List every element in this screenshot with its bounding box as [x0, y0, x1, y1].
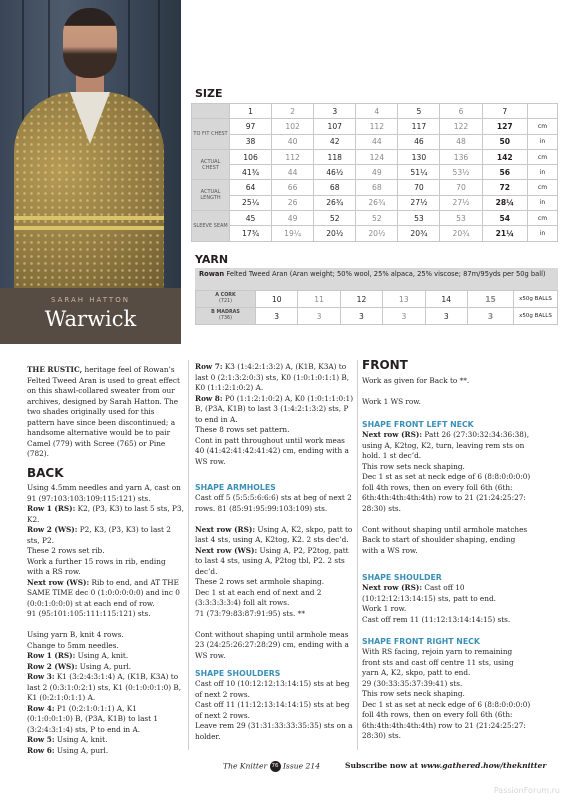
- inch-value: 17¾: [230, 226, 272, 241]
- size-header-row: [192, 104, 558, 119]
- inch-value: 56: [482, 165, 527, 180]
- cm-value: 52: [314, 211, 356, 226]
- column-divider: [357, 360, 358, 750]
- table-row: [192, 195, 558, 210]
- table-row: [192, 149, 558, 164]
- cm-value: 52: [356, 211, 398, 226]
- size-number: 7: [482, 104, 527, 119]
- cm-value: 97: [230, 119, 272, 134]
- ball-count: 3: [340, 308, 382, 325]
- right-neck-instructions: With RS facing, rejoin yarn to remaining front sts and cast off centre 11 sts, using yarn A, K2, skpo, patt to end. 29 (30:33:35:37:39:41) sts. This row sets neck shaping. Dec 1 st as set at neck edge of 6 (8:8:0:0:0:0) foll 4th rows, then on every foll 6th (6th: 6th:4th:4th:4th:4th) row to 21 (21:24:25:27: 28:30) sts.: [362, 647, 531, 740]
- inch-value: 27½: [398, 195, 440, 210]
- cm-value: 136: [440, 149, 482, 164]
- shoulder-instructions: Next row (RS): Cast off 10 (10:12:12:13:14:15) sts, patt to end. Work 1 row. Cast off rem 11 (11:12:13:14:14:15) sts.: [362, 583, 511, 624]
- table-row: [192, 119, 558, 134]
- cm-value: 112: [272, 149, 314, 164]
- size-number: 4: [356, 104, 398, 119]
- inch-value: 19¼: [272, 226, 314, 241]
- inch-value: 48: [440, 134, 482, 149]
- unit-in: in: [528, 165, 558, 180]
- cm-value: 127: [482, 119, 527, 134]
- yarn-details: Felted Tweed Aran (Aran weight; 50% wool, 25% alpaca, 25% viscose; 87m/95yds per 50g ball): [226, 270, 546, 278]
- ball-count: 3: [425, 308, 467, 325]
- inch-value: 25¼: [230, 195, 272, 210]
- inch-value: 20¾: [440, 226, 482, 241]
- unit-in: in: [528, 226, 558, 241]
- inch-value: 46: [398, 134, 440, 149]
- unit-cm: cm: [528, 211, 558, 226]
- shape-shoulder-heading: SHAPE SHOULDER: [362, 573, 442, 582]
- inch-value: 38: [230, 134, 272, 149]
- unit-cm: cm: [528, 180, 558, 195]
- armholes-instructions: Cast off 5 (5:5:5:6:6:6) sts at beg of next 2 rows. 81 (85:91:95:99:103:109) sts. Next row (RS): Using A, K2, skpo, patt to last 4 sts, using A, K2tog, K2. 2 sts dec’d. Next row (WS): Using A, P2, P2tog, patt to last 4 sts, using A, P2tog tbl, P2. 2 sts dec’d. These 2 rows set armhole shaping. Dec 1 st at each end of next and 2 (3:3:3:3:3:4) foll alt rows. 71 (73:79:83:87:91:95) sts. ** Cont without shaping until armhole meas 23 (24:25:26:27:28:29) cm, ending with a WS row.: [195, 493, 353, 660]
- cm-value: 112: [356, 119, 398, 134]
- footer-subscribe: Subscribe now at www.gathered.how/theknitter: [345, 761, 547, 770]
- pattern-title: Warwick: [44, 307, 137, 331]
- size-number: 2: [272, 104, 314, 119]
- cm-value: 122: [440, 119, 482, 134]
- unit-in: in: [528, 134, 558, 149]
- left-neck-instructions: Next row (RS): Patt 26 (27:30:32:34:36:38), using A, K2tog, K2, turn, leaving rem sts on hold. 1 st dec’d. This row sets neck shaping. Dec 1 st as set at neck edge of 6 (8:8:0:0:0:0) foll 4th rows, then on every foll 6th (6th: 6th:4th:4th:4th:4th) row to 21 (21:24:25:27: 28:30) sts. Cont without shaping until armhole matches Back to start of shoulder shaping, ending with a WS row.: [362, 430, 531, 555]
- inch-value: 44: [272, 165, 314, 180]
- page-number: 76: [270, 761, 281, 772]
- cm-value: 142: [482, 149, 527, 164]
- designer-name: SARAH HATTON: [51, 296, 130, 304]
- cm-value: 106: [230, 149, 272, 164]
- size-heading: SIZE: [195, 87, 223, 100]
- measurement-label: ACTUAL LENGTH: [192, 180, 230, 211]
- yarn-table: [195, 290, 558, 325]
- model-photo: [0, 0, 181, 288]
- inch-value: 20½: [314, 226, 356, 241]
- inch-value: 20½: [356, 226, 398, 241]
- yarn-brand: Rowan: [199, 270, 225, 278]
- cm-value: 102: [272, 119, 314, 134]
- cm-value: 68: [356, 180, 398, 195]
- inch-value: 42: [314, 134, 356, 149]
- ball-count: 3: [467, 308, 513, 325]
- yarn-shade-label: B MADRAS (736): [196, 308, 256, 325]
- ball-unit: x50g BALLS: [514, 308, 558, 325]
- inch-value: 46½: [314, 165, 356, 180]
- unit-cm: cm: [528, 149, 558, 164]
- ball-count: 15: [467, 291, 513, 308]
- table-row: [192, 211, 558, 226]
- cm-value: 66: [272, 180, 314, 195]
- ball-count: 12: [340, 291, 382, 308]
- ball-count: 3: [298, 308, 340, 325]
- inch-value: 27½: [440, 195, 482, 210]
- ball-unit: x50g BALLS: [514, 291, 558, 308]
- cm-value: 118: [314, 149, 356, 164]
- table-row: [192, 134, 558, 149]
- cm-value: 45: [230, 211, 272, 226]
- title-block: [0, 288, 181, 344]
- measurement-label: TO FIT CHEST: [192, 119, 230, 150]
- inch-value: 26¾: [314, 195, 356, 210]
- watermark: PassionForum.ru: [493, 786, 560, 795]
- cm-value: 64: [230, 180, 272, 195]
- inch-value: 28¼: [482, 195, 527, 210]
- ball-count: 3: [256, 308, 298, 325]
- cm-value: 107: [314, 119, 356, 134]
- inch-value: 50: [482, 134, 527, 149]
- yarn-heading: YARN: [195, 253, 229, 266]
- cm-value: 72: [482, 180, 527, 195]
- measurement-label: ACTUAL CHEST: [192, 149, 230, 180]
- yarn-row: [196, 308, 558, 325]
- back-heading: BACK: [27, 466, 64, 480]
- cm-value: 49: [272, 211, 314, 226]
- yarn-row: [196, 291, 558, 308]
- back-instructions: Using 4.5mm needles and yarn A, cast on 91 (97:103:103:109:115:121) sts. Row 1 (RS): K2, (P3, K3) to last 5 sts, P3, K2. Row 2 (WS): P2, K3, (P3, K3) to last 2 sts, P2. These 2 rows set rib. Work a further 15 rows in rib, ending with a RS row. Next row (WS): Rib to end, and AT THE SAME TIME dec 0 (1:0:0:0:0:0) and inc 0 (0:0:1:0:0:0) st at each end of row. 91 (95:101:105:111:115:121) sts. Using yarn B, knit 4 rows. Change to 5mm needles. Row 1 (RS): Using A, knit. Row 2 (WS): Using A, purl. Row 3: K1 (3:2:4:3:1:4) A, (K1B, K3A) to last 2 (0:3:1:0:2:1) sts, K1 (0:1:0:0:1:0) B, K1 (0:2:1:0:1:1) A. Row 4: P1 (0:2:1:0:1:1) A, K1 (0:1:0:0:1:0) B, (P3A, K1B) to last 1 (3:2:4:3:1:4) sts, P to end in A. Row 5: Using A, knit. Row 6: Using A, purl.: [27, 483, 184, 755]
- size-table: [191, 103, 558, 242]
- unit-in: in: [528, 195, 558, 210]
- inch-value: 40: [272, 134, 314, 149]
- shape-shoulders-heading: SHAPE SHOULDERS: [195, 669, 281, 678]
- cm-value: 54: [482, 211, 527, 226]
- cm-value: 68: [314, 180, 356, 195]
- inch-value: 41¾: [230, 165, 272, 180]
- cm-value: 117: [398, 119, 440, 134]
- shape-armholes-heading: SHAPE ARMHOLES: [195, 483, 276, 492]
- ball-count: 3: [383, 308, 425, 325]
- inch-value: 51¼: [398, 165, 440, 180]
- front-heading: FRONT: [362, 358, 408, 372]
- inch-value: 26¾: [356, 195, 398, 210]
- inch-value: 21¼: [482, 226, 527, 241]
- cm-value: 124: [356, 149, 398, 164]
- table-row: [192, 226, 558, 241]
- size-corner-cell: [192, 104, 230, 119]
- ball-count: 14: [425, 291, 467, 308]
- inch-value: 49: [356, 165, 398, 180]
- ball-count: 10: [256, 291, 298, 308]
- inch-value: 44: [356, 134, 398, 149]
- subscribe-link[interactable]: www.gathered.how/theknitter: [420, 761, 547, 770]
- cm-value: 130: [398, 149, 440, 164]
- shape-front-right-neck-heading: SHAPE FRONT RIGHT NECK: [362, 637, 480, 646]
- shape-front-left-neck-heading: SHAPE FRONT LEFT NECK: [362, 420, 474, 429]
- shoulders-instructions: Cast off 10 (10:12:12:13:14:15) sts at beg of next 2 rows. Cast off 11 (11:12:13:14:14:15) sts at beg of next 2 rows. Leave rem 29 (31:31:33:33:35:35) sts on a holder.: [195, 679, 353, 741]
- cm-value: 70: [398, 180, 440, 195]
- cm-value: 53: [398, 211, 440, 226]
- ball-count: 13: [383, 291, 425, 308]
- size-number: 6: [440, 104, 482, 119]
- inch-value: 53½: [440, 165, 482, 180]
- table-row: [192, 180, 558, 195]
- size-number: 3: [314, 104, 356, 119]
- column-divider: [188, 360, 189, 750]
- cm-value: 70: [440, 180, 482, 195]
- cm-value: 53: [440, 211, 482, 226]
- footer-magazine: The Knitter 76 Issue 214: [223, 761, 321, 771]
- ball-count: 11: [298, 291, 340, 308]
- size-number: 5: [398, 104, 440, 119]
- column-2: Row 7: K3 (1:4:2:1:3:2) A, (K1B, K3A) to last 0 (2:1:3:2:0:3) sts, K0 (1:0:1:0:1:1) B, K0 (1:1:2:1:0:2) A. Row 8: P0 (1:1:2:1:0:2) A, K0 (1:0:1:1:0:1) B, (P3A, K1B) to last 3 (1:4:2:1:3:2) sts, P to end in A. These 8 rows set pattern. Cont in patt throughout until work meas 40 (41:42:41:42:41:42) cm, ending with a WS row.: [195, 362, 354, 466]
- yarn-description: [195, 268, 558, 290]
- table-row: [192, 165, 558, 180]
- column-1: [27, 365, 182, 460]
- measurement-label: SLEEVE SEAM: [192, 211, 230, 242]
- intro-paragraph: THE RUSTIC, heritage feel of Rowan’s Felted Tweed Aran is used to great effect on this shawl-collared sweater from our archives, designed by Sarah Hatton. The two shades originally used for this pattern have since been discontinued; a handsome alternative would be to pair Camel (779) with Scree (765) or Pine (782).: [27, 365, 180, 458]
- inch-value: 20¾: [398, 226, 440, 241]
- front-instructions: Work as given for Back to **. Work 1 WS row.: [362, 376, 470, 406]
- unit-cell: [528, 104, 558, 119]
- size-number: 1: [230, 104, 272, 119]
- unit-cm: cm: [528, 119, 558, 134]
- inch-value: 26: [272, 195, 314, 210]
- yarn-shade-label: A CORK (721): [196, 291, 256, 308]
